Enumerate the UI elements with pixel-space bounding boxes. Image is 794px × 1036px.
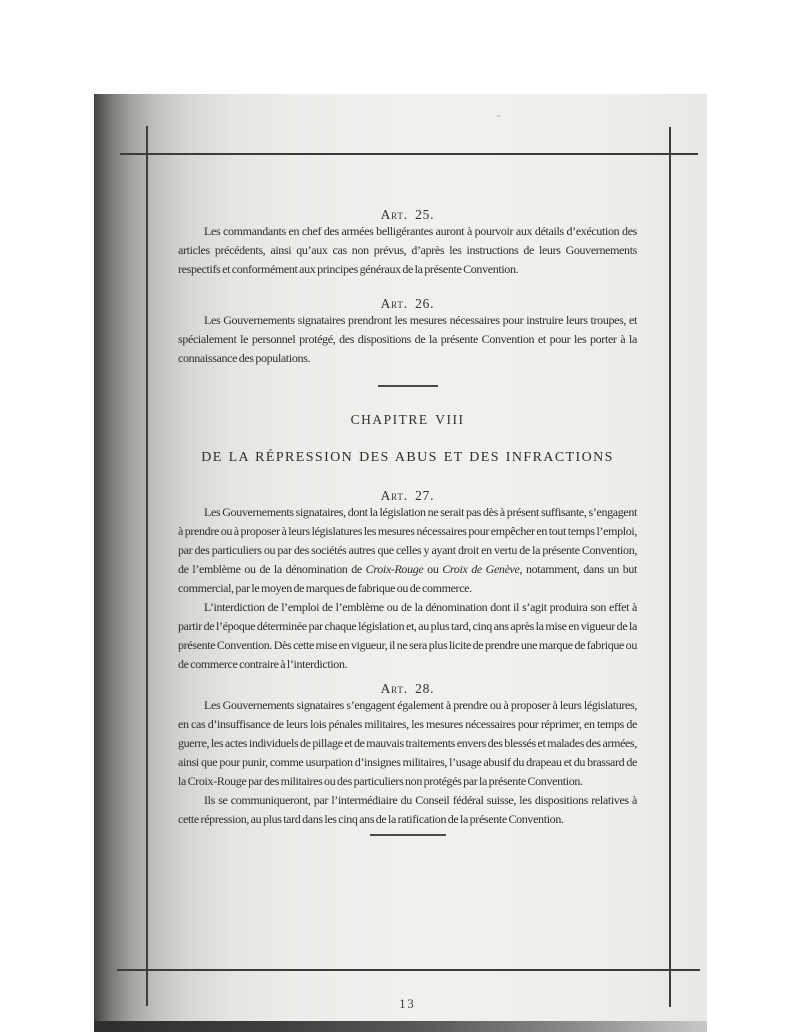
scan-speck [497,115,500,117]
frame-line-top [120,153,698,155]
paragraph-segment: ou [423,562,443,576]
article-27-paragraph-1 [178,503,637,598]
chapter-title: DE LA RÉPRESSION DES ABUS ET DES INFRACTIONS [201,450,614,465]
article-27-paragraph-2: L’interdiction de l’emploi de l’emblème ou de la dénomination dont il s’agit produira son effet à partir de l’époque déterminée par chaque législation et, au plus tard, cinq ans après la mise en vigueur de la présente Convention. Dès cette mise en vigueur, il ne sera plus licite de prendre une marque de fabrique ou de commerce contraire à l’interdiction. [178,600,637,671]
article-28-paragraph-2: Ils se communiqueront, par l’intermédiaire du Conseil fédéral suisse, les dispositions relatives à cette répression, au plus tard dans les cinq ans de la ratification de la présente Convention. [178,793,637,826]
section-divider [378,385,438,387]
article-26-heading: Art. 26. [380,296,435,311]
article-25-heading: Art. 25. [380,207,435,222]
scan-bottom-edge [94,1021,707,1032]
scanned-page [94,94,707,1032]
article-28-paragraph-1: Les Gouvernements signataires s’engagent également à prendre ou à proposer à leurs législatures, en cas d’insuffisance de leurs lois pénales militaires, les mesures nécessaires pour réprimer, en temps de guerre, les actes individuels de pillage et de mauvais traitements envers des blessés et malades des armées, ainsi que pour punir, comme usurpation d’insignes militaires, l’usage abusif du drapeau et du brassard de la Croix-Rouge par des militaires ou des particuliers non protégés par la présente Convention. [178,698,637,788]
term-croix-de-geneve: Croix de Genève [442,562,520,576]
frame-line-bottom [117,969,700,971]
article-26-paragraph: Les Gouvernements signataires prendront les mesures nécessaires pour instruire leurs troupes, et spécialement le personnel protégé, des dispositions de la présente Convention et pour les porter à la connaissance des populations. [178,313,637,365]
article-25-paragraph: Les commandants en chef des armées belligérantes auront à pourvoir aux détails d’exécution des articles précédents, ainsi qu’aux cas non prévus, d’après les instructions de leurs Gouvernements respectifs et conformément aux principes généraux de la présente Convention. [178,224,637,276]
section-divider [370,834,446,836]
page-number: 13 [399,997,416,1011]
term-croix-rouge: Croix-Rouge [365,562,424,576]
text-column [178,207,637,836]
frame-line-left [146,126,148,1006]
paragraph-segment: , notamment, dans un but commercial, par le moyen de marques de fabrique ou de commerce. [178,562,638,595]
article-27-heading: Art. 27. [380,488,435,503]
chapter-label: CHAPITRE VIII [350,412,465,427]
paragraph-segment: Les Gouvernements signataires, dont la législation ne serait pas dès à présent suffisante, s’engagent à prendre ou à proposer à leurs législatures les mesures nécessaires pour empêcher en tout temps l’emploi, par des particuliers ou par des sociétés autres que celles y ayant droit en vertu de la présente Convention, de l’emblème ou de la dénomination de [178,505,637,576]
article-28-heading: Art. 28. [380,681,435,696]
frame-line-right [669,127,671,1007]
